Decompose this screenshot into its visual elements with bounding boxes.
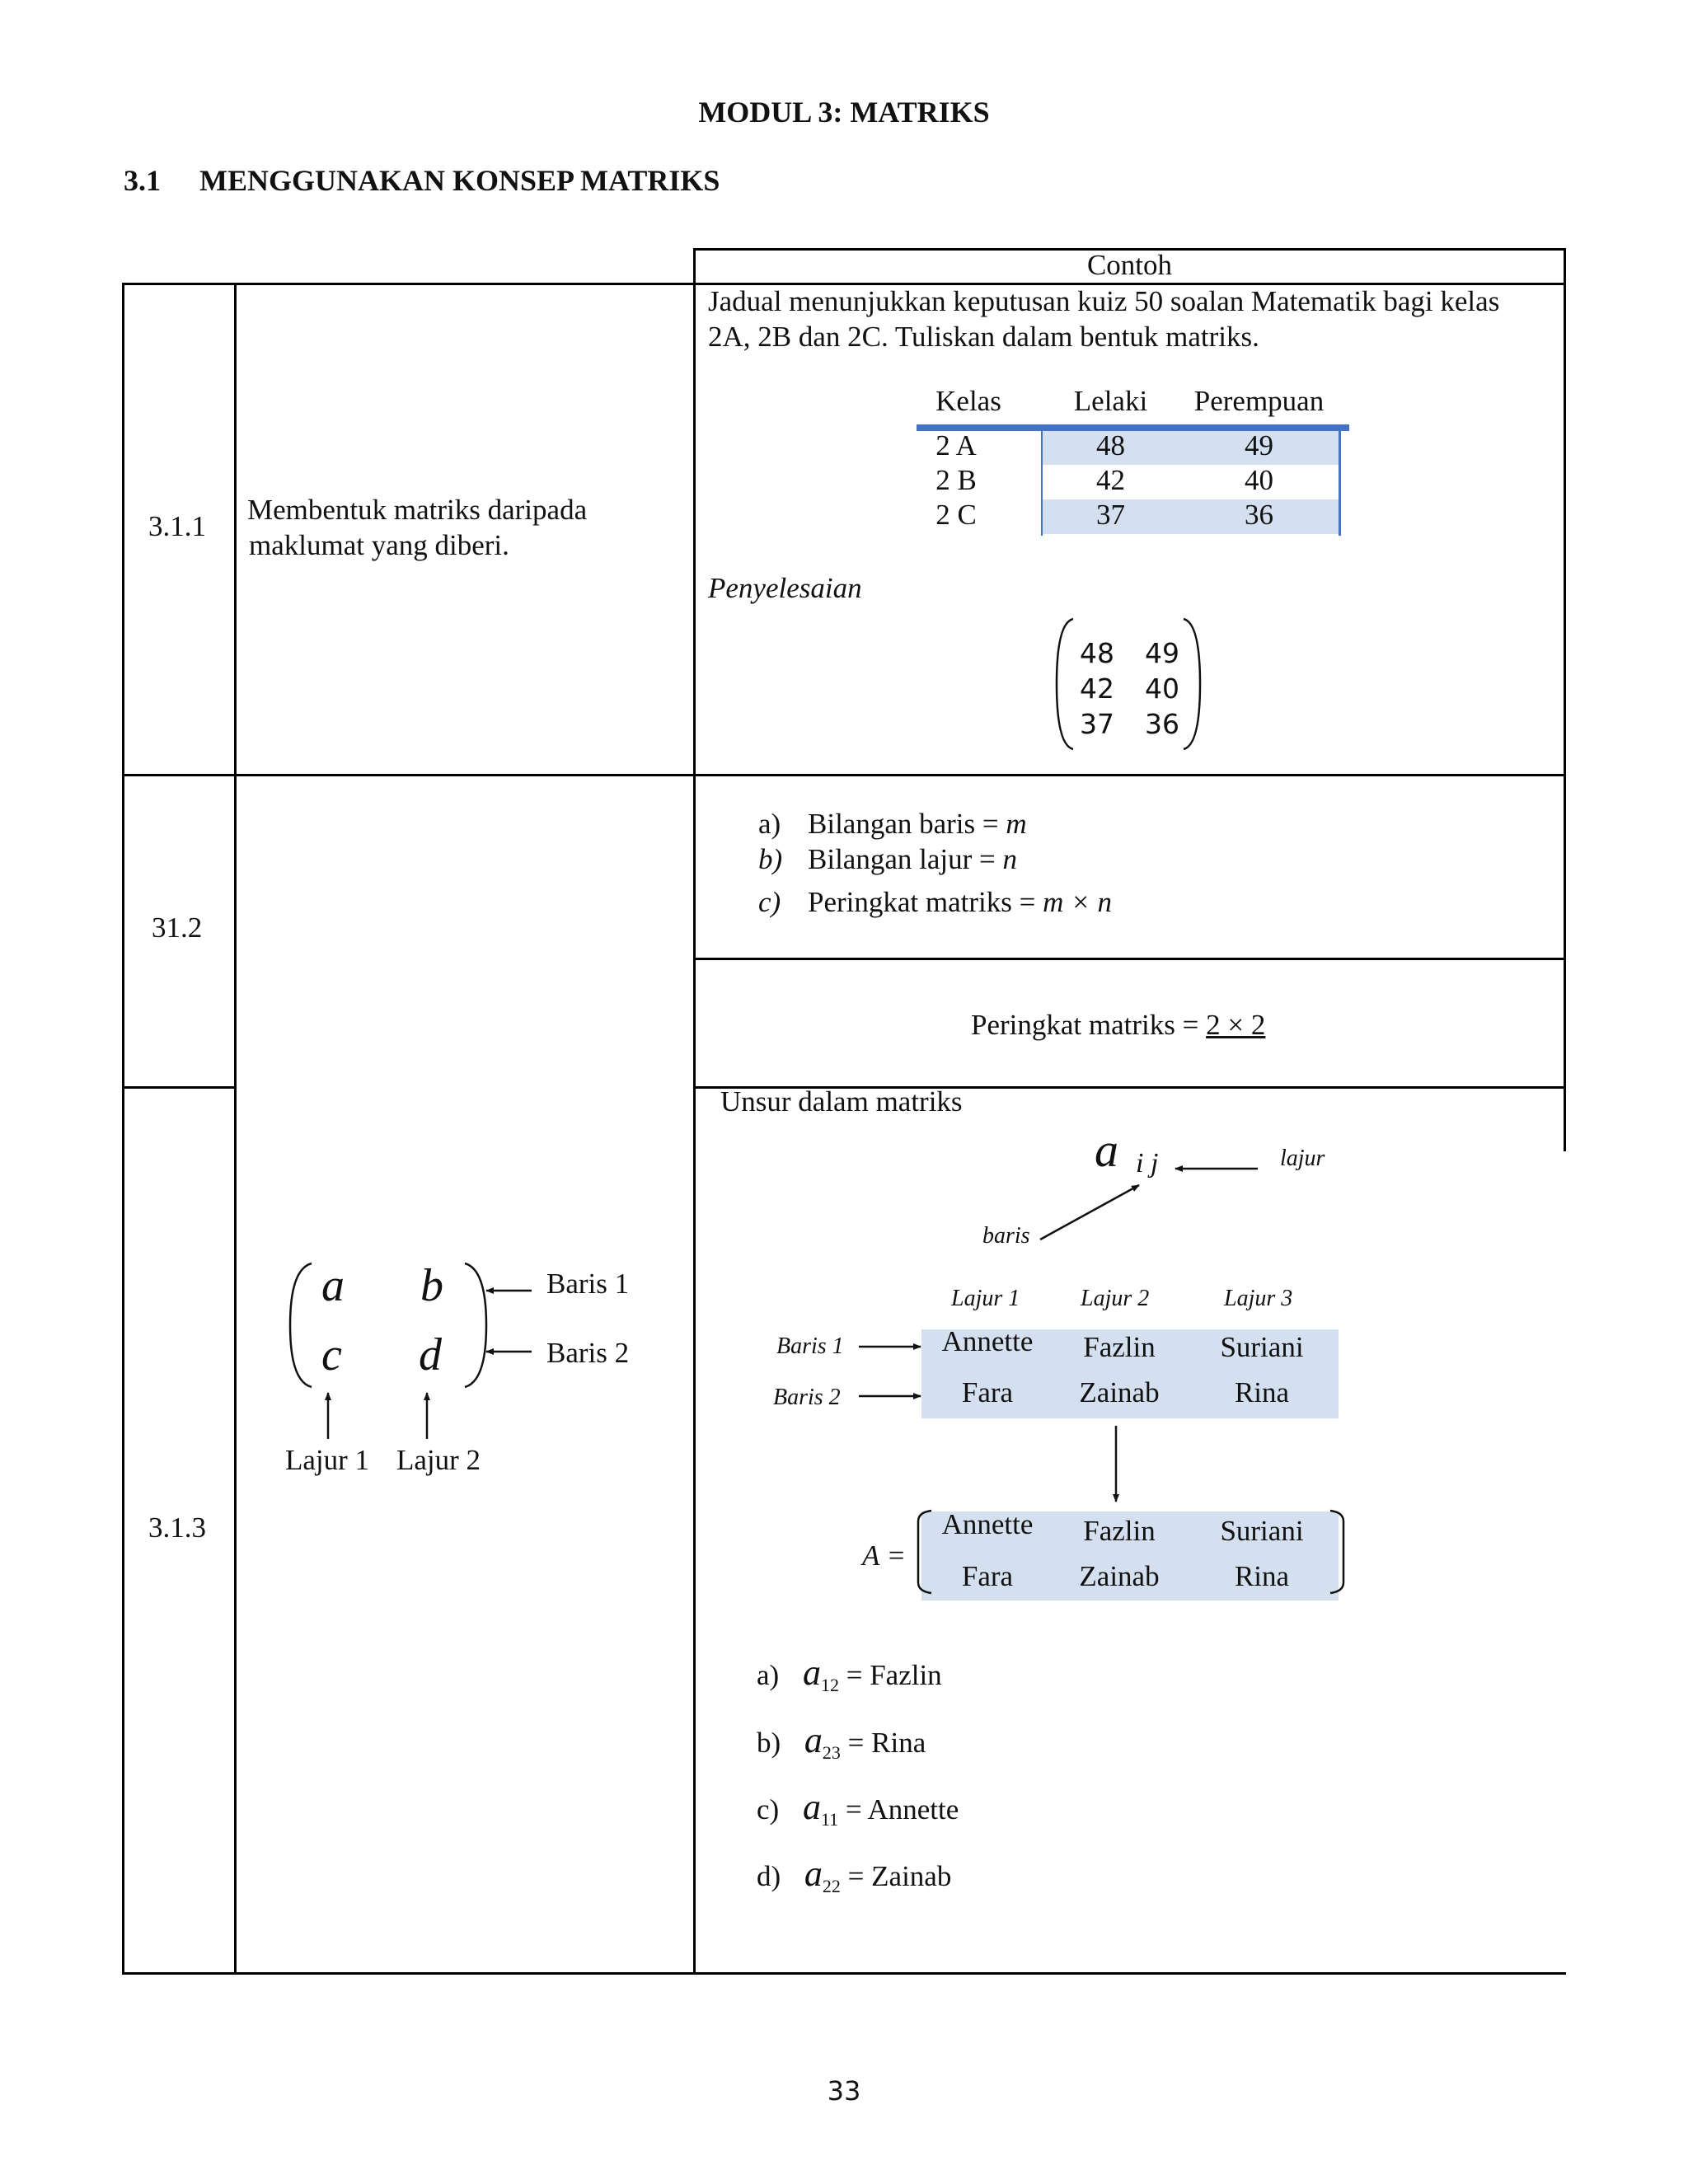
name-cell: Zainab — [1079, 1376, 1160, 1408]
element-b: b — [420, 1260, 443, 1311]
section-title: MENGGUNAKAN KONSEP MATRIKS — [199, 164, 720, 197]
baris-label: baris — [982, 1223, 1030, 1249]
list-item: c) $a_{11}$ = Annette — [757, 1787, 959, 1830]
section-number: 3.1 — [124, 164, 161, 197]
row-label: Baris 1 — [776, 1333, 844, 1359]
order-result: Peringkat matriks = 2 × 2 — [971, 1009, 1266, 1041]
row1-desc-line1: Membentuk matriks daripada — [247, 494, 588, 526]
name-cell: Suriani — [1220, 1331, 1304, 1363]
baris-2-label: Baris 2 — [546, 1337, 630, 1369]
name-cell: Rina — [1234, 1376, 1290, 1408]
element-d: d — [419, 1329, 442, 1380]
lajur-1-label: Lajur 1 — [285, 1444, 370, 1476]
table-cell: 49 — [1245, 429, 1273, 462]
question-line1: Jadual menunjukkan keputusan kuiz 50 soalan Matematik bagi kelas — [708, 285, 1500, 317]
list-item: a) — [758, 808, 781, 840]
table-cell: 48 — [1096, 429, 1125, 462]
baris-1-label: Baris 1 — [546, 1268, 630, 1300]
page-number: 33 — [827, 2075, 861, 2107]
table-cell: 42 — [1096, 464, 1125, 496]
header-lelaki: Lelaki — [1073, 385, 1148, 417]
matrix-entry: 40 — [1145, 673, 1179, 705]
module-title: MODUL 3: MATRIKS — [698, 96, 990, 129]
row1-desc-line2: maklumat yang diberi. — [249, 529, 509, 561]
matrix-entry: 48 — [1080, 637, 1114, 669]
col-header: Lajur 1 — [951, 1286, 1020, 1311]
header-kelas: Kelas — [935, 385, 1001, 417]
table-cell: 2 C — [935, 499, 977, 531]
row-label: Baris 2 — [773, 1385, 841, 1410]
col-header: Lajur 2 — [1081, 1286, 1150, 1311]
lajur-2-label: Lajur 2 — [396, 1444, 481, 1476]
element-c: c — [321, 1329, 342, 1380]
list-item: d) $a_{22}$ = Zainab — [757, 1854, 952, 1896]
list-item-text: Bilangan baris = m — [808, 808, 1027, 840]
name-cell: Annette — [941, 1325, 1034, 1357]
solution-label: Penyelesaian — [708, 572, 862, 604]
table-cell: 36 — [1245, 499, 1273, 531]
list-item-text: Bilangan lajur = n — [808, 843, 1017, 875]
table-cell: 40 — [1245, 464, 1273, 496]
matrix-entry: 42 — [1080, 673, 1114, 705]
list-item: a) $a_{12}$ = Fazlin — [757, 1652, 942, 1695]
aij-a: a — [1095, 1123, 1118, 1177]
name-cell: Rina — [1234, 1560, 1290, 1592]
aij-subscript: i j — [1136, 1148, 1159, 1179]
lajur-label: lajur — [1280, 1146, 1325, 1171]
element-a: a — [321, 1260, 345, 1311]
table-cell: 37 — [1096, 499, 1125, 531]
name-cell: Suriani — [1220, 1515, 1304, 1547]
row3-code: 3.1.3 — [148, 1511, 206, 1544]
name-cell: Zainab — [1079, 1560, 1160, 1592]
col-header: Lajur 3 — [1224, 1286, 1293, 1311]
name-cell: Fazlin — [1083, 1331, 1156, 1363]
list-item: b) — [758, 843, 783, 875]
list-item: b) $a_{23}$ = Rina — [757, 1720, 926, 1763]
row2-code: 31.2 — [152, 912, 203, 944]
table-cell: 2 A — [935, 429, 977, 462]
name-cell: Fazlin — [1083, 1515, 1156, 1547]
table-cell: 2 B — [935, 464, 977, 496]
contoh-header: Contoh — [1086, 249, 1173, 281]
header-perempuan: Perempuan — [1193, 385, 1325, 417]
list-item: c) — [758, 886, 781, 918]
matrix-entry: 36 — [1145, 708, 1179, 740]
name-cell: Fara — [961, 1560, 1014, 1592]
list-item-text: Peringkat matriks = m × n — [808, 886, 1113, 918]
matrix-entry: 49 — [1145, 637, 1179, 669]
name-cell: Fara — [961, 1376, 1014, 1408]
matrix-entry: 37 — [1080, 708, 1114, 740]
matrix-a-label: A = — [862, 1540, 907, 1572]
row1-code: 3.1.1 — [148, 510, 206, 542]
name-cell: Annette — [941, 1508, 1034, 1540]
question-line2: 2A, 2B dan 2C. Tuliskan dalam bentuk matriks. — [708, 321, 1259, 353]
unsur-title: Unsur dalam matriks — [720, 1085, 963, 1118]
